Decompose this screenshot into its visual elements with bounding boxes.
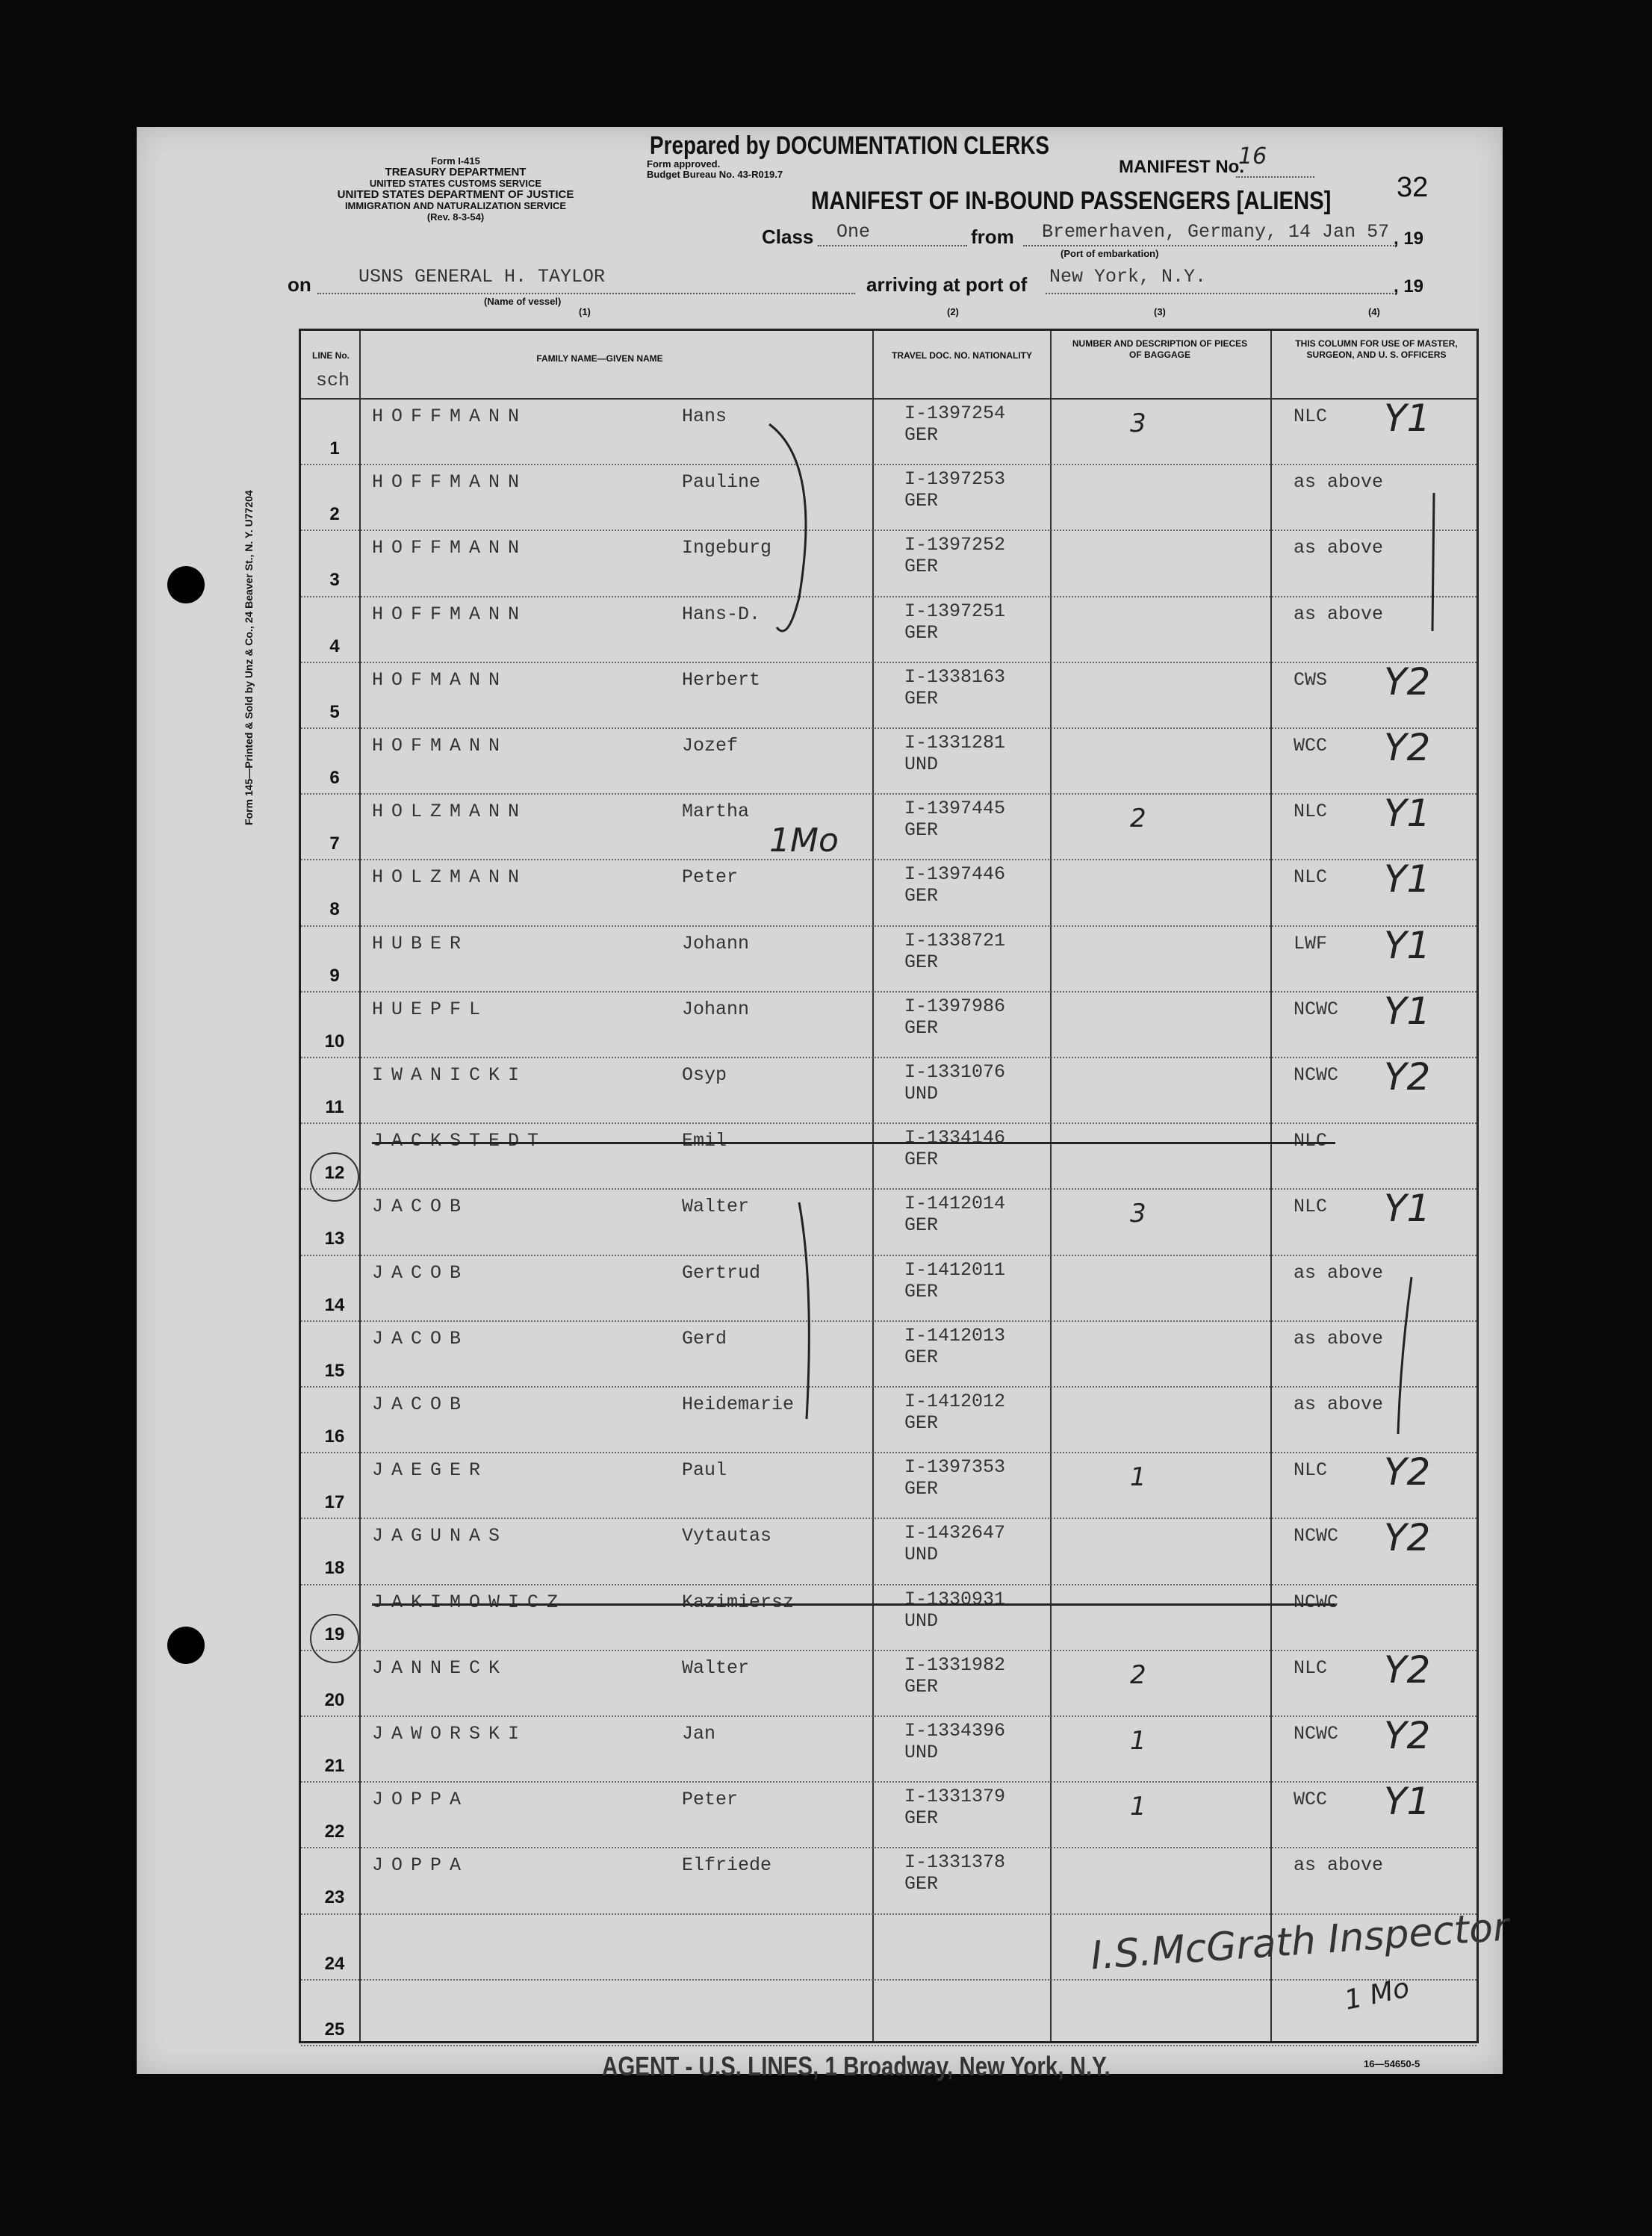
given-name: Vytautas xyxy=(682,1525,772,1547)
officer-remark: NLC xyxy=(1294,1459,1328,1482)
travel-doc-number: I-1338163 xyxy=(904,665,1006,688)
embarkation-caption: (Port of embarkation) xyxy=(1061,248,1159,259)
row-line-number: 13 xyxy=(324,1229,345,1249)
family-name: JAWORSKI xyxy=(372,1723,528,1745)
class-value: One xyxy=(836,221,871,243)
inspector-mark: Y1 xyxy=(1384,1187,1431,1231)
officer-remark: as above xyxy=(1294,471,1384,494)
row-line-number: 23 xyxy=(324,1887,345,1908)
given-name: Hans-D. xyxy=(682,603,761,625)
nationality: GER xyxy=(904,1807,939,1830)
travel-doc-number: I-1397254 xyxy=(904,403,1006,424)
family-name: HUBER xyxy=(372,932,470,954)
given-name: Gerd xyxy=(682,1327,727,1350)
row-line-number: 21 xyxy=(324,1756,345,1776)
family-name: HOFMANN xyxy=(372,668,509,691)
budget-bureau: Budget Bureau No. 43-R019.7 xyxy=(647,169,783,180)
customs-service: UNITED STATES CUSTOMS SERVICE xyxy=(369,178,542,189)
family-name: HOFFMANN xyxy=(372,537,528,559)
family-name: HOFFMANN xyxy=(372,603,528,625)
nationality: UND xyxy=(904,1544,939,1566)
baggage-count: 2 xyxy=(1130,804,1146,834)
col-head-baggage: NUMBER AND DESCRIPTION OF PIECES OF BAGGAGE xyxy=(1072,338,1248,360)
family-name: JACOB xyxy=(372,1394,470,1415)
class-label: Class xyxy=(762,226,814,248)
officer-remark: NLC xyxy=(1294,801,1328,823)
officer-remark: NLC xyxy=(1294,1196,1328,1218)
row-line-number: 14 xyxy=(324,1294,345,1315)
given-name: Heidemarie xyxy=(682,1394,795,1415)
col-num-3: (3) xyxy=(1154,306,1166,317)
nationality: GER xyxy=(904,424,939,446)
inspector-mark: Y1 xyxy=(1384,397,1431,440)
family-name: HOFMANN xyxy=(372,735,509,757)
family-name: JACOB xyxy=(372,1327,470,1350)
baggage-count: 2 xyxy=(1130,1659,1146,1690)
travel-doc-number: I-1397445 xyxy=(904,798,1006,820)
travel-doc-number: I-1397253 xyxy=(904,468,1006,491)
year-suffix-1: , 19 xyxy=(1394,229,1424,249)
row-line-number: 17 xyxy=(324,1492,345,1513)
officer-remark: NLC xyxy=(1294,1656,1328,1679)
travel-doc-number: I-1397252 xyxy=(904,534,1006,556)
inspector-mark: Y2 xyxy=(1384,1516,1431,1560)
nationality: GER xyxy=(904,1346,939,1368)
officer-remark: NLC xyxy=(1294,866,1328,889)
nationality: UND xyxy=(904,1609,939,1632)
given-name: Emil xyxy=(682,1130,727,1152)
baggage-count: 1 xyxy=(1130,1726,1146,1756)
year-suffix-2: , 19 xyxy=(1394,276,1424,296)
nationality: GER xyxy=(904,1280,939,1302)
given-name: Gertrud xyxy=(682,1261,761,1284)
baggage-count: 3 xyxy=(1130,1199,1146,1229)
col-head-travel: TRAVEL DOC. NO. NATIONALITY xyxy=(892,350,1032,361)
manifest-no-label: MANIFEST No. xyxy=(1119,157,1244,177)
row-line-number: 25 xyxy=(324,2019,345,2040)
travel-doc-number: I-1412013 xyxy=(904,1324,1006,1347)
officer-remark: as above xyxy=(1294,537,1384,559)
col-head-officers: THIS COLUMN FOR USE OF MASTER, SURGEON, AND U. S. OFFICERS xyxy=(1295,338,1458,360)
family-name: JAKIMOWICZ xyxy=(372,1591,567,1613)
family-name: HUEPFL xyxy=(372,998,489,1020)
manifest-title: MANIFEST OF IN-BOUND PASSENGERS [ALIENS] xyxy=(811,187,1332,215)
row-line-number: 1 xyxy=(329,438,340,459)
family-name: JOPPA xyxy=(372,1789,470,1811)
row-line-number: 5 xyxy=(329,701,340,722)
nationality: GER xyxy=(904,1214,939,1237)
nationality: GER xyxy=(904,1412,939,1434)
officer-remark: NCWC xyxy=(1294,998,1339,1020)
row-line-number: 7 xyxy=(329,833,340,854)
inspector-mark: Y2 xyxy=(1384,1648,1431,1692)
given-name: Peter xyxy=(682,866,739,889)
row-line-number: 12 xyxy=(324,1163,345,1184)
officer-remark: WCC xyxy=(1294,735,1328,757)
nationality: GER xyxy=(904,819,939,842)
given-name: Herbert xyxy=(682,668,761,691)
travel-doc-number: I-1397251 xyxy=(904,600,1006,622)
travel-doc-number: I-1412011 xyxy=(904,1258,1006,1281)
family-name: JAEGER xyxy=(372,1459,489,1482)
officer-remark: WCC xyxy=(1294,1789,1328,1811)
form-number: Form I-415 xyxy=(431,155,480,167)
nationality: GER xyxy=(904,1478,939,1500)
row-line-number: 9 xyxy=(329,965,340,986)
officer-remark: LWF xyxy=(1294,932,1328,954)
inspector-mark: Y2 xyxy=(1384,1714,1431,1757)
given-name: Osyp xyxy=(682,1064,727,1086)
given-name: Paul xyxy=(682,1459,727,1482)
given-name: Peter xyxy=(682,1789,739,1811)
inspector-mark: Y1 xyxy=(1384,989,1431,1033)
travel-doc-number: I-1432647 xyxy=(904,1522,1006,1544)
row-line-number: 24 xyxy=(324,1953,345,1974)
officer-remark: NCWC xyxy=(1294,1723,1339,1745)
nationality: GER xyxy=(904,1016,939,1039)
inspector-mark: Y2 xyxy=(1384,1055,1431,1099)
travel-doc-number: I-1331982 xyxy=(904,1653,1006,1676)
col-head-line: LINE No. xyxy=(312,350,350,361)
given-name: Ingeburg xyxy=(682,537,772,559)
col-num-4: (4) xyxy=(1368,306,1380,317)
nationality: GER xyxy=(904,1873,939,1895)
row-line-number: 2 xyxy=(329,504,340,525)
vessel-name: USNS GENERAL H. TAYLOR xyxy=(358,266,606,288)
nationality: GER xyxy=(904,687,939,709)
travel-doc-number: I-1330931 xyxy=(904,1588,1006,1610)
given-name: Elfriede xyxy=(682,1854,772,1877)
family-name: HOLZMANN xyxy=(372,866,528,889)
officer-remark: NLC xyxy=(1294,1130,1328,1152)
col-num-1: (1) xyxy=(579,306,591,317)
family-name: JANNECK xyxy=(372,1656,509,1679)
treasury-dept: TREASURY DEPARTMENT xyxy=(385,166,527,178)
nationality: GER xyxy=(904,885,939,907)
nationality: UND xyxy=(904,1083,939,1105)
family-name: JACOB xyxy=(372,1261,470,1284)
col-head-name: FAMILY NAME—GIVEN NAME xyxy=(536,353,663,364)
nationality: GER xyxy=(904,1675,939,1698)
nationality: UND xyxy=(904,754,939,775)
travel-doc-number: I-1334396 xyxy=(904,1720,1006,1742)
family-name: JACKSTEDT xyxy=(372,1130,547,1152)
given-name: Martha xyxy=(682,801,750,823)
row-line-number: 16 xyxy=(324,1426,345,1447)
on-label: on xyxy=(288,273,311,296)
travel-doc-number: I-1397446 xyxy=(904,863,1006,886)
inspector-mark: Y1 xyxy=(1384,857,1431,901)
travel-doc-number: I-1412014 xyxy=(904,1193,1006,1215)
family-name: HOFFMANN xyxy=(372,406,528,427)
manifest-no-value: 16 xyxy=(1238,143,1267,170)
travel-doc-number: I-1331281 xyxy=(904,732,1006,754)
family-name: HOFFMANN xyxy=(372,471,528,494)
vessel-caption: (Name of vessel) xyxy=(484,296,562,307)
officer-remark: as above xyxy=(1294,1261,1384,1284)
arriving-label: arriving at port of xyxy=(866,273,1028,296)
officer-remark: as above xyxy=(1294,603,1384,625)
inspector-signature: I.S.McGrath Inspector xyxy=(1089,1904,1511,1979)
travel-doc-number: I-1338721 xyxy=(904,929,1006,951)
travel-doc-number: I-1331378 xyxy=(904,1851,1006,1874)
given-name: Walter xyxy=(682,1196,750,1218)
row-line-number: 3 xyxy=(329,570,340,591)
travel-doc-number: I-1397353 xyxy=(904,1456,1006,1479)
side-printer-text: Form 145—Printed & Sold by Unz & Co., 24 Beaver St., N. Y. U77204 xyxy=(243,490,255,825)
inspector-mark: Y1 xyxy=(1384,1780,1431,1824)
revision: (Rev. 8-3-54) xyxy=(426,211,485,223)
page-number: 32 xyxy=(1397,172,1429,203)
family-name: JAGUNAS xyxy=(372,1525,509,1547)
holzmann-note: 1Mo xyxy=(769,822,839,860)
travel-doc-number: I-1334146 xyxy=(904,1127,1006,1149)
officer-remark: as above xyxy=(1294,1327,1384,1350)
given-name: Jozef xyxy=(682,735,739,757)
row-line-number: 4 xyxy=(329,636,340,656)
travel-doc-number: I-1397986 xyxy=(904,995,1006,1017)
travel-doc-number: I-1331379 xyxy=(904,1786,1006,1808)
travel-doc-number: I-1331076 xyxy=(904,1061,1006,1083)
officer-remark: as above xyxy=(1294,1854,1384,1877)
nationality: GER xyxy=(904,951,939,973)
row-line-number: 20 xyxy=(324,1689,345,1710)
travel-doc-number: I-1412012 xyxy=(904,1391,1006,1412)
baggage-count: 1 xyxy=(1130,1462,1146,1493)
row-line-number: 22 xyxy=(324,1822,345,1842)
row-line-number: 15 xyxy=(324,1360,345,1381)
officer-remark: CWS xyxy=(1294,668,1328,691)
given-name: Walter xyxy=(682,1656,750,1679)
footer-agent: AGENT - U.S. LINES, 1 Broadway, New York, N.Y. xyxy=(602,2051,1111,2081)
ins-service: IMMIGRATION AND NATURALIZATION SERVICE xyxy=(344,200,567,211)
prepared-by-stamp: Prepared by DOCUMENTATION CLERKS xyxy=(650,131,1049,160)
given-name: Kazimiersz xyxy=(682,1591,795,1613)
arrival-port: New York, N.Y. xyxy=(1049,266,1207,288)
col-num-2: (2) xyxy=(947,306,959,317)
row-line-number: 8 xyxy=(329,899,340,920)
footer-code: 16—54650-5 xyxy=(1364,2058,1420,2069)
officer-remark: NCWC xyxy=(1294,1064,1339,1086)
inspector-mark: Y2 xyxy=(1384,659,1431,704)
nationality: UND xyxy=(904,1742,939,1763)
inspector-mark: Y2 xyxy=(1384,726,1431,769)
nationality: GER xyxy=(904,556,939,578)
family-name: IWANICKI xyxy=(372,1064,528,1086)
from-label: from xyxy=(971,226,1014,248)
row-line-number: 11 xyxy=(325,1097,344,1117)
given-name: Johann xyxy=(682,932,750,954)
row-line-number: 19 xyxy=(324,1624,345,1645)
nationality: GER xyxy=(904,1149,939,1171)
justice-dept: UNITED STATES DEPARTMENT OF JUSTICE xyxy=(337,188,574,201)
officer-remark: NCWC xyxy=(1294,1591,1339,1613)
row-line-number: 18 xyxy=(324,1558,345,1579)
family-name: JACOB xyxy=(372,1196,470,1218)
given-name: Jan xyxy=(682,1723,716,1745)
officer-remark: NLC xyxy=(1294,406,1328,427)
form-approved: Form approved. xyxy=(647,158,721,170)
inspector-mark: Y1 xyxy=(1384,923,1431,967)
baggage-count: 1 xyxy=(1130,1792,1146,1822)
given-name: Hans xyxy=(682,406,727,427)
officer-remark: as above xyxy=(1294,1394,1384,1415)
inspector-mark: Y1 xyxy=(1384,792,1431,836)
row-line-number: 10 xyxy=(324,1031,345,1052)
inspector-mark: Y2 xyxy=(1384,1450,1431,1494)
port-of-embarkation: Bremerhaven, Germany, 14 Jan 57 xyxy=(1042,221,1390,243)
family-name: JOPPA xyxy=(372,1854,470,1877)
row-line-number: 6 xyxy=(329,768,340,788)
given-name: Johann xyxy=(682,998,750,1020)
given-name: Pauline xyxy=(682,471,761,494)
signature-note: 1 Mo xyxy=(1341,1972,1412,2016)
baggage-count: 3 xyxy=(1130,409,1146,438)
officer-remark: NCWC xyxy=(1294,1525,1339,1547)
nationality: GER xyxy=(904,490,939,512)
family-name: HOLZMANN xyxy=(372,801,528,823)
nationality: GER xyxy=(904,621,939,644)
name-prefix-note: sch xyxy=(316,370,350,391)
